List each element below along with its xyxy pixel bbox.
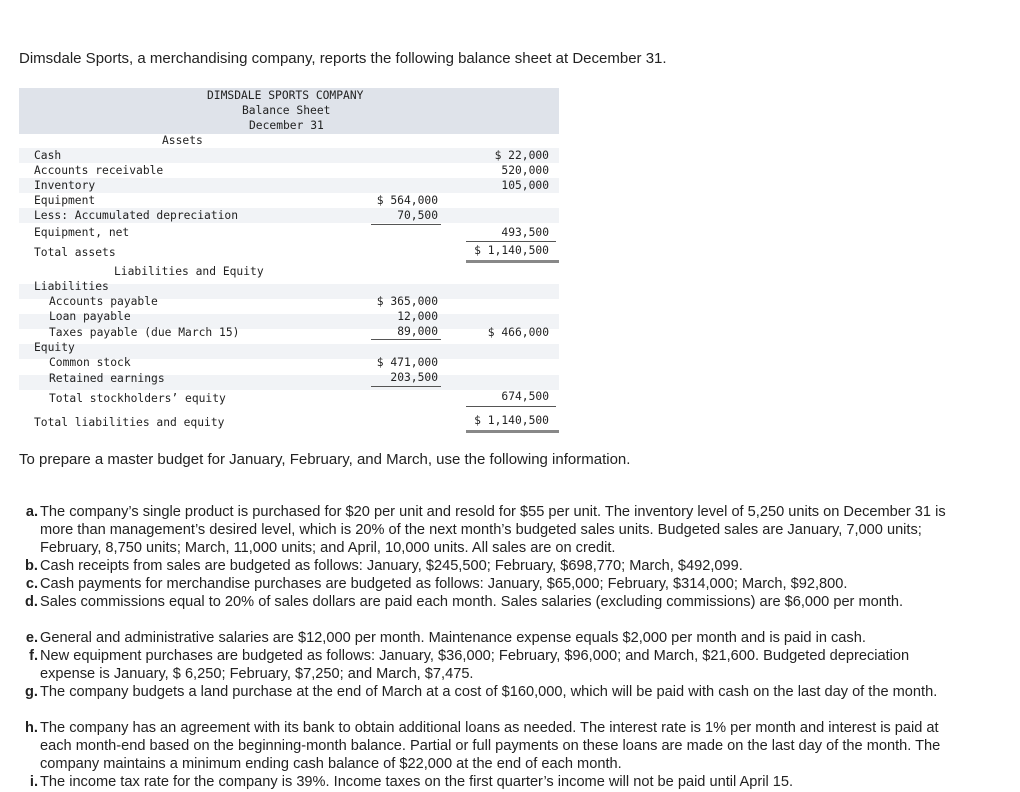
accounts-payable-value: $ 365,000 [376, 295, 438, 308]
item-label: c. [25, 576, 38, 592]
item-text: The company’s single product is purchased for $20 per unit and resold for $55 per unit. The inventory level of 5,250 units on December 31 is more than management’s desired level, which is 20% of the next month’s budgeted sales units. Budgeted sales are January, 7,000 units; February, 8,750 units; March, 11,000 units; and April, 10,000 units. All sales are on credit. [40, 504, 946, 556]
item-text: Sales commissions equal to 20% of sales dollars are paid each month. Sales salaries (excluding commissions) are $6,000 per month. [40, 594, 904, 610]
accounts-receivable-label: Accounts receivable [34, 164, 164, 177]
accounts-payable-label: Accounts payable [49, 295, 158, 308]
item-label: h. [25, 720, 38, 736]
item-text: The company has an agreement with its bank to obtain additional loans as needed. The interest rate is 1% per month and interest is paid at each month-end based on the beginning-month balance. Partial or full payments on these loans are made on the last day of the month. The company maintains a minimum ending cash balance of $22,000 at the end of each month. [40, 720, 941, 772]
underline [371, 386, 441, 387]
item-text: Cash payments for merchandise purchases are budgeted as follows: January, $65,000; February, $314,000; March, $92,800. [40, 576, 848, 592]
total-liabilities-equity-label: Total liabilities and equity [34, 416, 225, 429]
common-stock-value: $ 471,000 [376, 356, 438, 369]
equipment-net-value: 493,500 [501, 226, 549, 239]
cash-label: Cash [34, 149, 62, 162]
cash-value: $ 22,000 [494, 149, 549, 162]
assets-heading: Assets [162, 134, 203, 147]
double-underline [466, 260, 559, 263]
balance-sheet [19, 88, 559, 433]
item-text: Cash receipts from sales are budgeted as follows: January, $245,500; February, $698,770; March, $492,099. [40, 558, 743, 574]
taxes-payable-label: Taxes payable (due March 15) [49, 326, 240, 339]
retained-earnings-label: Retained earnings [49, 372, 165, 385]
liabilities-label: Liabilities [34, 280, 109, 293]
retained-earnings-value: 203,500 [390, 371, 438, 384]
underline [466, 406, 556, 407]
total-assets-value: $ 1,140,500 [474, 244, 549, 257]
inventory-label: Inventory [34, 179, 96, 192]
statement-title: Balance Sheet [242, 104, 331, 117]
accumulated-depreciation-value: 70,500 [397, 209, 438, 222]
row-shade [19, 178, 559, 193]
total-liabilities-equity-value: $ 1,140,500 [474, 414, 549, 427]
intro-text: Dimsdale Sports, a merchandising company, reports the following balance sheet at December 31. [19, 50, 667, 67]
total-liabilities-value: $ 466,000 [487, 326, 549, 339]
accounts-receivable-value: 520,000 [501, 164, 549, 177]
liabilities-equity-heading: Liabilities and Equity [114, 265, 264, 278]
loan-payable-label: Loan payable [49, 310, 131, 323]
inventory-value: 105,000 [501, 179, 549, 192]
total-equity-label: Total stockholders’ equity [49, 392, 226, 405]
company-name: DIMSDALE SPORTS COMPANY [207, 89, 364, 102]
taxes-payable-value: 89,000 [397, 325, 438, 338]
total-assets-label: Total assets [34, 246, 116, 259]
item-label: i. [29, 774, 38, 790]
item-text: General and administrative salaries are $12,000 per month. Maintenance expense equals $2,000 per month and is paid in cash. [40, 630, 866, 646]
total-equity-value: 674,500 [501, 390, 549, 403]
item-label: d. [25, 594, 38, 610]
item-text: The company budgets a land purchase at the end of March at a cost of $160,000, which will be paid with cash on the last day of the month. [40, 684, 938, 700]
item-label: g. [25, 684, 38, 700]
underline [371, 224, 441, 225]
common-stock-label: Common stock [49, 356, 131, 369]
instructions-text: To prepare a master budget for January, February, and March, use the following information. [19, 451, 631, 468]
item-text: The income tax rate for the company is 39%. Income taxes on the first quarter’s income will not be paid until April 15. [40, 774, 794, 790]
loan-payable-value: 12,000 [397, 310, 438, 323]
item-label: a. [25, 504, 38, 520]
item-label: e. [25, 630, 38, 646]
equipment-label: Equipment [34, 194, 96, 207]
double-underline [466, 430, 559, 433]
equipment-value: $ 564,000 [376, 194, 438, 207]
underline [371, 339, 441, 340]
equity-label: Equity [34, 341, 75, 354]
item-label: f. [29, 648, 38, 664]
accumulated-depreciation-label: Less: Accumulated depreciation [34, 209, 239, 222]
item-label: b. [25, 558, 38, 574]
equipment-net-label: Equipment, net [34, 226, 130, 239]
statement-date: December 31 [249, 119, 324, 132]
item-text: New equipment purchases are budgeted as follows: January, $36,000; February, $96,000; and March, $21,600. Budgeted depreciation expense is January, $ 6,250; February, $7,250; and March, $7,475. [40, 648, 910, 682]
underline [466, 241, 556, 242]
row-shade [19, 148, 559, 163]
